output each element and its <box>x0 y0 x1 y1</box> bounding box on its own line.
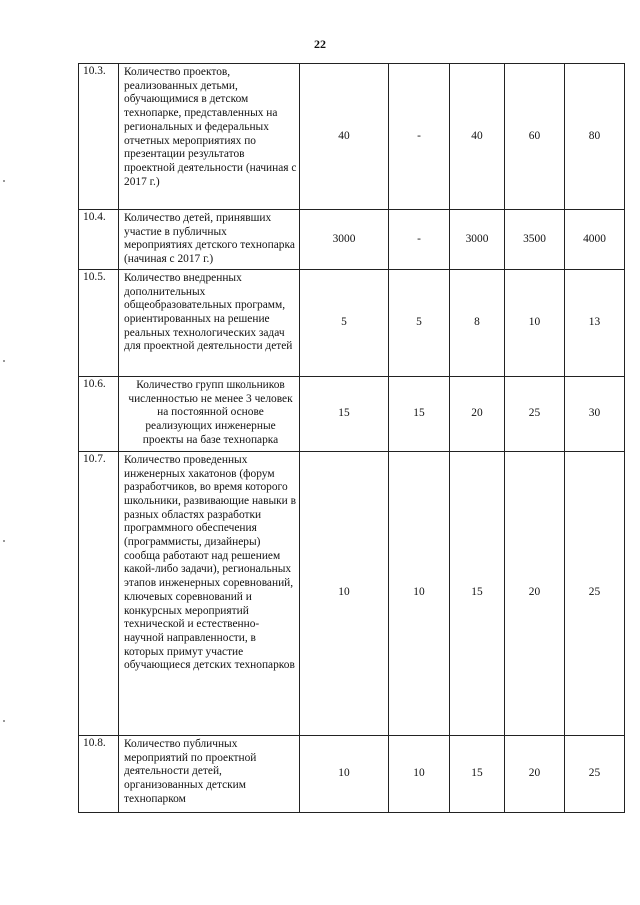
value-cell: 25 <box>505 376 565 451</box>
value-cell: 15 <box>450 735 505 812</box>
row-number: 10.6. <box>79 376 119 451</box>
value-cell: 8 <box>450 269 505 376</box>
table-row <box>79 210 625 270</box>
table-row <box>79 64 625 210</box>
value-cell: 5 <box>389 269 450 376</box>
value-cell: 25 <box>565 451 625 735</box>
value-cell: 13 <box>565 269 625 376</box>
row-description: Количество публичных мероприятий по проектной деятельности детей, организованных детским технопарком <box>119 735 300 812</box>
value-cell: 15 <box>389 376 450 451</box>
value-cell: 10 <box>505 269 565 376</box>
value-cell: - <box>389 64 450 210</box>
value-cell: 10 <box>389 451 450 735</box>
value-cell: 15 <box>300 376 389 451</box>
row-number: 10.3. <box>79 64 119 210</box>
value-cell: 3500 <box>505 210 565 270</box>
table-row <box>79 376 625 451</box>
value-cell: 4000 <box>565 210 625 270</box>
value-cell: 80 <box>565 64 625 210</box>
page-number: 22 <box>314 37 326 51</box>
value-cell: 15 <box>450 451 505 735</box>
margin-mark <box>3 720 5 722</box>
value-cell: 10 <box>389 735 450 812</box>
value-cell: 40 <box>450 64 505 210</box>
value-cell: - <box>389 210 450 270</box>
row-number: 10.7. <box>79 451 119 735</box>
row-number: 10.5. <box>79 269 119 376</box>
value-cell: 20 <box>505 735 565 812</box>
row-description: Количество групп школьников численностью не менее 3 человек на постоянной основе реализующих инженерные проекты на базе технопарка <box>119 376 300 451</box>
value-cell: 5 <box>300 269 389 376</box>
value-cell: 10 <box>300 735 389 812</box>
row-description: Количество проведенных инженерных хакатонов (форум разработчиков, во время которого школьники, развивающие навыки в разных областях разработки программного обеспечения (программисты, дизайнеры) сообща работают над решением какой-либо задачи), региональных этапов инженерных соревнований, ключевых соревнований и конкурсных мероприятий технической и естественно-научной направленности, в которых примут участие обучающиеся детских технопарков <box>119 451 300 735</box>
margin-mark <box>3 540 5 542</box>
value-cell: 20 <box>450 376 505 451</box>
row-description: Количество проектов, реализованных детьми, обучающимися в детском технопарке, представленных на региональных и федеральных отчетных мероприятиях по презентации результатов проектной деятельности (начиная с 2017 г.) <box>119 64 300 210</box>
value-cell: 30 <box>565 376 625 451</box>
value-cell: 20 <box>505 451 565 735</box>
row-number: 10.4. <box>79 210 119 270</box>
value-cell: 3000 <box>300 210 389 270</box>
value-cell: 25 <box>565 735 625 812</box>
row-description: Количество детей, принявших участие в публичных мероприятиях детского технопарка (начиная с 2017 г.) <box>119 210 300 270</box>
table-row <box>79 269 625 376</box>
margin-mark <box>3 360 5 362</box>
indicators-table <box>78 63 625 813</box>
margin-mark <box>3 180 5 182</box>
value-cell: 40 <box>300 64 389 210</box>
table-row <box>79 735 625 812</box>
row-number: 10.8. <box>79 735 119 812</box>
value-cell: 10 <box>300 451 389 735</box>
value-cell: 3000 <box>450 210 505 270</box>
table-row <box>79 451 625 735</box>
row-description: Количество внедренных дополнительных общеобразовательных программ, ориентированных на решение реальных технологических задач для проектной деятельности детей <box>119 269 300 376</box>
value-cell: 60 <box>505 64 565 210</box>
